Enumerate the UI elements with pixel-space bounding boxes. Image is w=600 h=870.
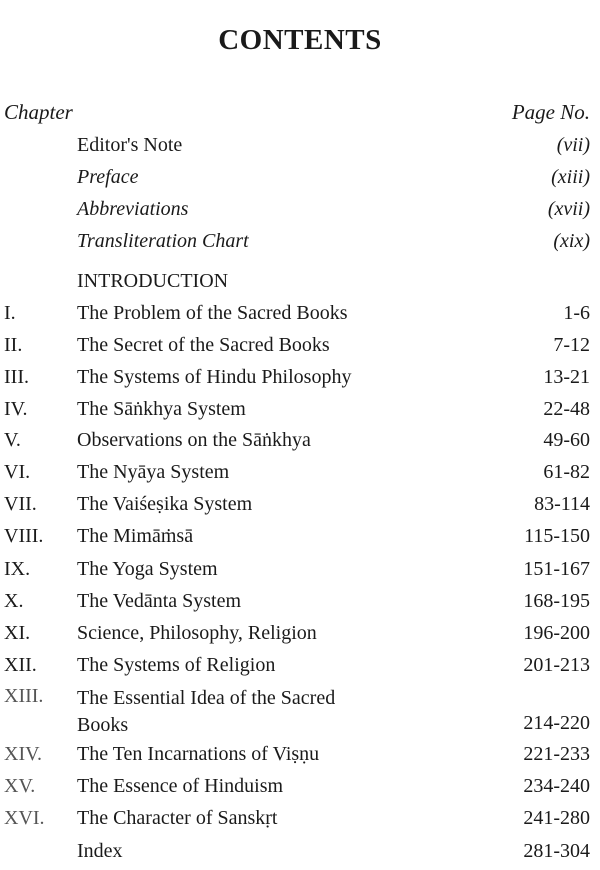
toc-row-transliteration-chart: [0, 230, 600, 260]
chapter-number: XV.: [4, 775, 36, 797]
chapter-title-line-1: The Essential Idea of the Sacred: [77, 687, 336, 709]
chapter-title: The Essence of Hinduism: [77, 775, 284, 797]
chapter-number: V.: [4, 429, 21, 451]
toc-row: [0, 334, 600, 364]
chapter-title: [77, 685, 335, 739]
chapter-number: XI.: [4, 622, 31, 644]
chapter-number: VIII.: [4, 525, 44, 547]
chapter-number: IX.: [4, 558, 31, 580]
chapter-page: 13-21: [543, 366, 590, 388]
chapter-title: The Systems of Hindu Philosophy: [77, 366, 352, 388]
chapter-page: 201-213: [523, 654, 590, 676]
chapter-title: Observations on the Sāṅkhya: [77, 429, 311, 451]
chapter-number: XIV.: [4, 743, 42, 765]
toc-row: [0, 743, 600, 773]
chapter-page: 22-48: [543, 398, 590, 420]
chapter-title: The Sāṅkhya System: [77, 398, 246, 420]
toc-row: [0, 493, 600, 523]
toc-page: (vii): [556, 134, 590, 156]
toc-page: (xvii): [547, 198, 590, 220]
chapter-title: The Secret of the Sacred Books: [77, 334, 330, 356]
toc-row: [0, 366, 600, 396]
toc-title: Editor's Note: [77, 134, 183, 156]
toc-row: [0, 302, 600, 332]
chapter-page: 151-167: [523, 558, 590, 580]
toc-row: [0, 558, 600, 588]
chapter-number: VI.: [4, 461, 31, 483]
chapter-page: 196-200: [523, 622, 590, 644]
chapter-number: I.: [4, 302, 16, 324]
toc-title: Abbreviations: [77, 198, 189, 220]
chapter-number: XII.: [4, 654, 37, 676]
toc-row-abbreviations: [0, 198, 600, 228]
chapter-page: 49-60: [543, 429, 590, 451]
toc-row: [0, 654, 600, 684]
chapter-page: 83-114: [534, 493, 590, 515]
toc-row: [0, 807, 600, 837]
chapter-page: 1-6: [563, 302, 590, 324]
chapter-page: 7-12: [553, 334, 590, 356]
chapter-title-line-2: Books: [77, 714, 129, 736]
toc-row-index: [0, 840, 600, 870]
toc-page: (xiii): [551, 166, 590, 188]
toc-title: Transliteration Chart: [77, 230, 249, 252]
chapter-page: 61-82: [543, 461, 590, 483]
toc-row: [0, 622, 600, 652]
chapter-page: 168-195: [523, 590, 590, 612]
toc-row: [0, 461, 600, 491]
index-title: Index: [77, 840, 123, 862]
toc-page: (xix): [553, 230, 590, 252]
toc-row-editors-note: [0, 134, 600, 164]
chapter-page: 214-220: [523, 712, 590, 734]
index-page: 281-304: [523, 840, 590, 862]
toc-row: [0, 525, 600, 555]
chapter-page: 115-150: [524, 525, 590, 547]
chapter-number: III.: [4, 366, 29, 388]
toc-row: [0, 590, 600, 620]
chapter-title: The Ten Incarnations of Viṣṇu: [77, 743, 320, 765]
chapter-number: X.: [4, 590, 24, 612]
toc-introduction-heading: [0, 270, 600, 300]
chapter-number: II.: [4, 334, 23, 356]
toc-row-preface: [0, 166, 600, 196]
chapter-number: XVI.: [4, 807, 45, 829]
toc-row: [0, 685, 600, 741]
toc-title: Preface: [77, 166, 139, 188]
chapter-title: The Character of Sanskṛt: [77, 807, 278, 829]
chapter-title: The Systems of Religion: [77, 654, 276, 676]
page-title: CONTENTS: [218, 24, 382, 56]
chapter-title: The Yoga System: [77, 558, 218, 580]
chapter-number: VII.: [4, 493, 37, 515]
chapter-page: 221-233: [523, 743, 590, 765]
chapter-column-header: Chapter: [4, 100, 73, 124]
chapter-title: The Mimāṁsā: [77, 525, 194, 547]
chapter-title: The Vedānta System: [77, 590, 242, 612]
chapter-number: XIII.: [4, 685, 44, 707]
chapter-title: The Vaiśeṣika System: [77, 493, 253, 515]
chapter-page: 241-280: [523, 807, 590, 829]
toc-row: [0, 775, 600, 805]
page-column-header: Page No.: [511, 100, 590, 124]
chapter-title: Science, Philosophy, Religion: [77, 622, 317, 644]
chapter-page: 234-240: [523, 775, 590, 797]
toc-row: [0, 429, 600, 459]
chapter-title: The Nyāya System: [77, 461, 230, 483]
chapter-title: The Problem of the Sacred Books: [77, 302, 348, 324]
introduction-label: INTRODUCTION: [77, 270, 229, 292]
chapter-number: IV.: [4, 398, 28, 420]
toc-row: [0, 398, 600, 428]
